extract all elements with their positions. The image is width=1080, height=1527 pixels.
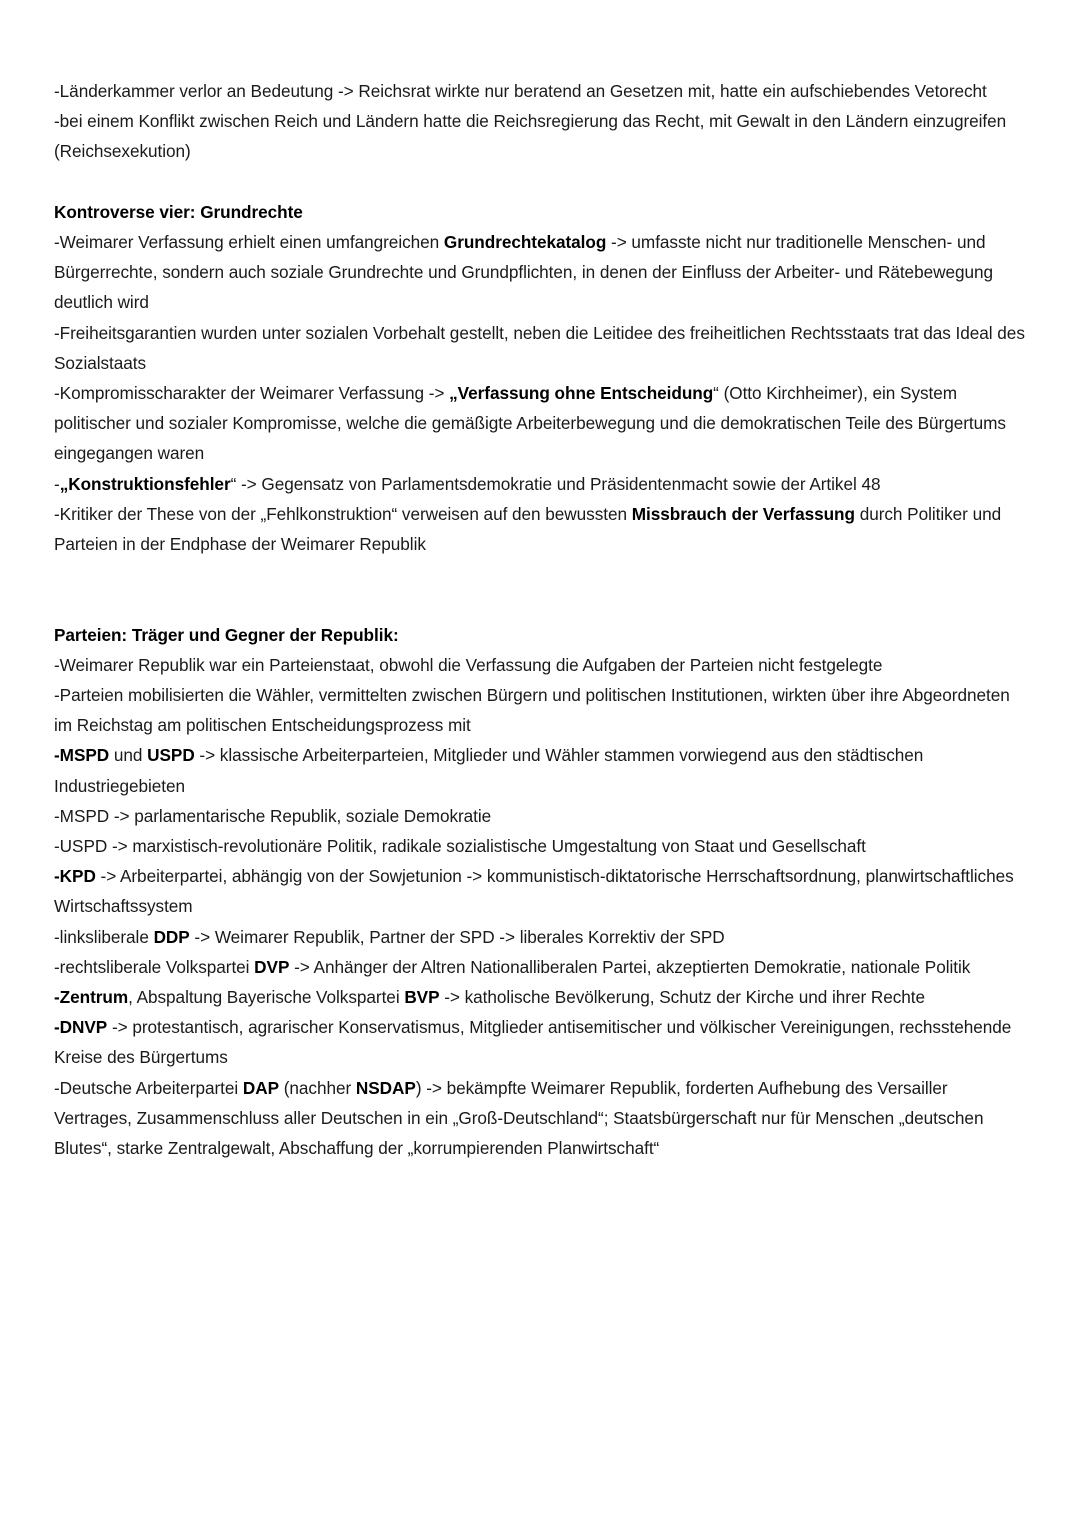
paragraph-zentrum: -Zentrum, Abspaltung Bayerische Volkspartei BVP -> katholische Bevölkerung, Schutz der Kirche und ihrer Rechte — [54, 987, 926, 1008]
bold-term: -DNVP — [54, 1017, 108, 1038]
bold-term: NSDAP — [355, 1077, 416, 1098]
bold-term: DAP — [242, 1077, 280, 1098]
heading-grundrechte: Kontroverse vier: Grundrechte — [54, 201, 303, 222]
bold-term: DDP — [153, 926, 190, 947]
bold-term: -MSPD — [54, 745, 110, 766]
paragraph-parteien-mobilisierten: -Parteien mobilisierten die Wähler, vermittelten zwischen Bürgern und politischen Institutionen, wirkten über ihre Abgeordneten im Reichstag am politischen Entscheidungsprozess mit — [54, 685, 1010, 736]
spacer — [54, 559, 1029, 619]
heading-parteien: Parteien: Träger und Gegner der Republik: — [54, 624, 399, 645]
paragraph-uspd: -USPD -> marxistisch-revolutionäre Politik, radikale sozialistische Umgestaltung von Staat und Gesellschaft — [54, 836, 866, 857]
spacer — [54, 167, 1029, 197]
bold-term: -Zentrum — [54, 987, 129, 1008]
paragraph-reichsexekution: -bei einem Konflikt zwischen Reich und Ländern hatte die Reichsregierung das Recht, mit Gewalt in den Ländern einzugreifen (Reichsexekution) — [54, 111, 1007, 162]
bold-term: DVP — [254, 956, 290, 977]
bold-term: „Verfassung ohne Entscheidung — [449, 383, 714, 404]
paragraph-freiheitsgarantien: -Freiheitsgarantien wurden unter sozialen Vorbehalt gestellt, neben die Leitidee des freiheitlichen Rechtsstaats trat das Ideal des Sozialstaats — [54, 322, 1025, 373]
paragraph-mspd-uspd: -MSPD und USPD -> klassische Arbeiterparteien, Mitglieder und Wähler stammen vorwiegend aus den städtischen Industriegebieten — [54, 745, 924, 796]
paragraph-kpd: -KPD -> Arbeiterpartei, abhängig von der Sowjetunion -> kommunistisch-diktatorische Herrschaftsordnung, planwirtschaftliches Wirtschaftssystem — [54, 866, 1014, 917]
paragraph-dvp: -rechtsliberale Volkspartei DVP -> Anhänger der Altren Nationalliberalen Partei, akzeptierten Demokratie, nationale Politik — [54, 956, 971, 977]
paragraph-fehlkonstruktion: -Kritiker der These von der „Fehlkonstruktion“ verweisen auf den bewussten Missbrauch der Verfassung durch Politiker und Parteien in der Endphase der Weimarer Republik — [54, 503, 1002, 555]
paragraph-konstruktionsfehler: -„Konstruktionsfehler“ -> Gegensatz von Parlamentsdemokratie und Präsidentenmacht sowie der Artikel 48 — [54, 473, 881, 494]
paragraph-ddp: -linksliberale DDP -> Weimarer Republik, Partner der SPD -> liberales Korrektiv der SPD — [54, 926, 725, 947]
bold-term: Missbrauch der Verfassung — [631, 503, 855, 524]
paragraph-grundrechtekatalog: -Weimarer Verfassung erhielt einen umfangreichen Grundrechtekatalog -> umfasste nicht nur traditionelle Menschen- und Bürgerrechte, sondern auch soziale Grundrechte und Grundpflichten, in denen der Einfluss der Arbeiter- und Rätebewegung deutlich wird — [54, 232, 993, 313]
bold-term: Grundrechtekatalog — [443, 232, 607, 252]
paragraph-dap: -Deutsche Arbeiterpartei DAP (nachher NSDAP) -> bekämpfte Weimarer Republik, forderten Aufhebung des Versailler Vertrages, Zusammenschluss aller Deutschen in ein „Groß-Deutschland“; Staatsbürgerschaft nur für Menschen „deutschen Blutes“, starke Zentralgewalt, Abschaffung der „korrumpierenden Planwirtschaft“ — [54, 1077, 984, 1159]
paragraph-mspd: -MSPD -> parlamentarische Republik, soziale Demokratie — [54, 805, 492, 826]
bold-term: -KPD — [54, 866, 96, 887]
paragraph-laenderkammer: -Länderkammer verlor an Bedeutung -> Reichsrat wirkte nur beratend an Gesetzen mit, hatte ein aufschiebendes Vetorecht — [54, 81, 987, 101]
document-page — [54, 76, 1029, 1163]
paragraph-kompromisscharakter: -Kompromisscharakter der Weimarer Verfassung -> „Verfassung ohne Entscheidung“ (Otto Kirchheimer), ein System politischer und sozialer Kompromisse, welche die gemäßigte Arbeiterbewegung und die demokratischen Teile des Bürgertums eingegangen waren — [54, 383, 1006, 464]
bold-term: „Konstruktionsfehler — [59, 473, 231, 494]
bold-term: BVP — [404, 987, 440, 1008]
paragraph-parteienstaat: -Weimarer Republik war ein Parteienstaat, obwohl die Verfassung die Aufgaben der Parteien nicht festgelegte — [54, 654, 883, 675]
bold-term: USPD — [147, 745, 195, 766]
paragraph-dnvp: -DNVP -> protestantisch, agrarischer Konservatismus, Mitglieder antisemitischer und völkischer Vereinigungen, rechsstehende Kreise des Bürgertums — [54, 1017, 1012, 1068]
